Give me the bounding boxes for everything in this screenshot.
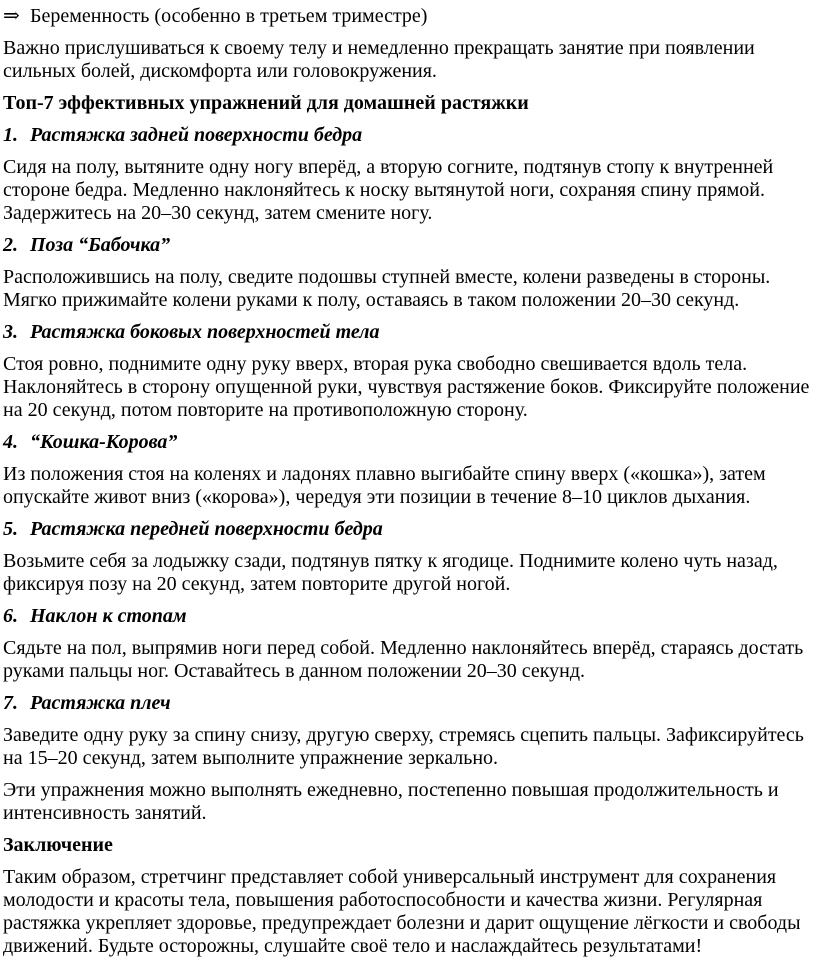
exercise-3-number: 3. — [3, 321, 18, 343]
exercise-4-title: “Кошка-Корова” — [30, 431, 178, 453]
exercise-3-heading — [3, 321, 811, 344]
list-item-pregnancy — [3, 5, 811, 28]
exercise-7-number: 7. — [3, 692, 18, 714]
exercise-1-number: 1. — [3, 124, 18, 146]
exercise-5-description: Возьмите себя за лодыжку сзади, подтянув пятку к ягодице. Поднимите колено чуть назад, фиксируя позу на 20 секунд, затем повторите другой ногой. — [3, 550, 778, 595]
exercise-6-heading — [3, 605, 811, 628]
conclusion-paragraph: Таким образом, стретчинг представляет собой универсальный инструмент для сохранения молодости и красоты тела, повышения работоспособности и качества жизни. Регулярная растяжка укрепляет здоровье, предупреждает болезни и дарит ощущение лёгкости и свободы движений. Будьте осторожны, слушайте своё тело и наслаждайтесь результатами! — [3, 866, 801, 957]
exercise-5-title: Растяжка передней поверхности бедра — [30, 518, 383, 540]
exercise-1-description: Сидя на полу, вытяните одну ногу вперёд, а вторую согните, подтянув стопу к внутренней стороне бедра. Медленно наклоняйтесь к носку вытянутой ноги, сохраняя спину прямой. Задержитесь на 20–30 секунд, затем смените ногу. — [3, 156, 774, 224]
exercise-5-number: 5. — [3, 518, 18, 540]
exercise-3-title: Растяжка боковых поверхностей тела — [30, 321, 380, 343]
exercise-7-heading — [3, 692, 811, 715]
double-arrow-bullet-icon: ⇒ — [3, 5, 20, 27]
exercise-5-heading — [3, 518, 811, 541]
exercise-4-heading — [3, 431, 811, 454]
exercise-2-title: Поза “Бабочка” — [30, 234, 171, 256]
exercise-7-description: Заведите одну руку за спину снизу, другую сверху, стремясь сцепить пальцы. Зафиксируйтесь на 15–20 секунд, затем выполните упражнение зеркально. — [3, 724, 804, 769]
exercise-2-description: Расположившись на полу, сведите подошвы ступней вместе, колени разведены в стороны. Мягко прижимайте колени руками к полу, оставаясь в таком положении 20–30 секунд. — [3, 266, 771, 311]
exercise-2-number: 2. — [3, 234, 18, 256]
exercise-1-title: Растяжка задней поверхности бедра — [30, 124, 363, 146]
section-heading-top7: Топ-7 эффективных упражнений для домашней растяжки — [3, 92, 529, 114]
intro-paragraph: Важно прислушиваться к своему телу и немедленно прекращать занятие при появлении сильных болей, дискомфорта или головокружения. — [3, 37, 755, 82]
exercise-2-heading — [3, 234, 811, 257]
exercise-6-number: 6. — [3, 605, 18, 627]
list-item-pregnancy-text: Беременность (особенно в третьем триместре) — [30, 5, 428, 27]
exercise-6-description: Сядьте на пол, выпрямив ноги перед собой. Медленно наклоняйтесь вперёд, стараясь достать руками пальцы ног. Оставайтесь в данном положении 20–30 секунд. — [3, 637, 804, 682]
exercise-4-number: 4. — [3, 431, 18, 453]
exercise-3-description: Стоя ровно, поднимите одну руку вверх, вторая рука свободно свешивается вдоль тела. Наклоняйтесь в сторону опущенной руки, чувствуя растяжение боков. Фиксируйте положение на 20 секунд, потом повторите на противоположную сторону. — [3, 353, 810, 421]
conclusion-heading: Заключение — [3, 834, 113, 856]
exercise-4-description: Из положения стоя на коленях и ладонях плавно выгибайте спину вверх («кошка»), затем опускайте живот вниз («корова»), чередуя эти позиции в течение 8–10 циклов дыхания. — [3, 463, 766, 508]
exercise-6-title: Наклон к стопам — [30, 605, 187, 627]
closing-paragraph: Эти упражнения можно выполнять ежедневно, постепенно повышая продолжительность и интенсивность занятий. — [3, 779, 779, 824]
exercise-7-title: Растяжка плеч — [30, 692, 171, 714]
exercise-1-heading — [3, 124, 811, 147]
